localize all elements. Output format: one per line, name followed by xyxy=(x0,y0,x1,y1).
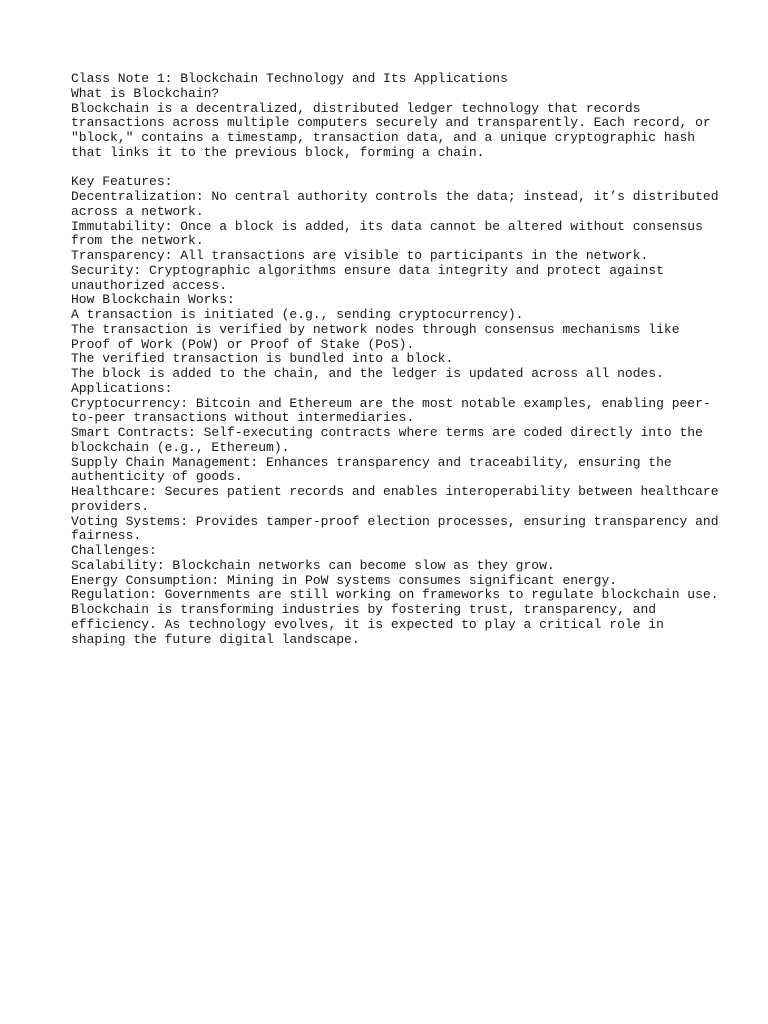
key-feature-line: unauthorized access. xyxy=(71,277,228,293)
application-line: to-peer transactions without intermediaries. xyxy=(71,410,415,426)
how-step-line: The block is added to the chain, and the ledger is updated across all nodes. xyxy=(71,366,664,381)
challenge-line: Scalability: Blockchain networks can become slow as they grow. xyxy=(71,557,555,573)
intro-line: transactions across multiple computers securely and transparently. Each record, or xyxy=(71,115,711,131)
document-title: Class Note 1: Blockchain Technology and Its Applications xyxy=(71,71,508,86)
key-feature-line: across a network. xyxy=(71,203,204,219)
key-feature-line: from the network. xyxy=(71,233,204,249)
application-line: Supply Chain Management: Enhances transparency and traceability, ensuring the xyxy=(71,454,672,470)
conclusion-line: Blockchain is transforming industries by fostering trust, transparency, and xyxy=(71,602,657,617)
how-step-line: Proof of Work (PoW) or Proof of Stake (PoS). xyxy=(71,336,415,352)
blank-line xyxy=(71,161,721,176)
conclusion-line: shaping the future digital landscape. xyxy=(71,631,360,647)
application-line: Cryptocurrency: Bitcoin and Ethereum are the most notable examples, enabling peer- xyxy=(71,395,711,411)
section-heading-challenges: Challenges: xyxy=(71,543,157,558)
section-heading-applications: Applications: xyxy=(71,380,173,396)
intro-line: "block," contains a timestamp, transaction data, and a unique cryptographic hash xyxy=(71,130,696,145)
application-line: authenticity of goods. xyxy=(71,469,243,485)
challenge-line: Energy Consumption: Mining in PoW systems consumes significant energy. xyxy=(71,572,618,588)
section-heading-how-blockchain-works: How Blockchain Works: xyxy=(71,292,235,308)
how-step-line: A transaction is initiated (e.g., sending cryptocurrency). xyxy=(71,307,524,322)
key-feature-line: Immutability: Once a block is added, its data cannot be altered without consensus xyxy=(71,218,703,234)
intro-line: that links it to the previous block, forming a chain. xyxy=(71,144,485,160)
section-heading-key-features: Key Features: xyxy=(71,174,173,190)
application-line: providers. xyxy=(71,498,150,514)
how-step-line: The verified transaction is bundled into a block. xyxy=(71,351,454,367)
section-heading-what-is-blockchain: What is Blockchain? xyxy=(71,85,220,101)
application-line: Smart Contracts: Self-executing contracts where terms are coded directly into the xyxy=(71,425,703,440)
application-line: fairness. xyxy=(71,528,142,544)
intro-line: Blockchain is a decentralized, distributed ledger technology that records xyxy=(71,100,641,116)
application-line: Healthcare: Secures patient records and enables interoperability between healthcare xyxy=(71,484,719,499)
application-line: blockchain (e.g., Ethereum). xyxy=(71,439,290,455)
challenge-line: Regulation: Governments are still working on frameworks to regulate blockchain use. xyxy=(71,587,719,603)
key-feature-line: Security: Cryptographic algorithms ensure data integrity and protect against xyxy=(71,262,664,278)
key-feature-line: Decentralization: No central authority controls the data; instead, it’s distributed xyxy=(71,189,719,204)
application-line: Voting Systems: Provides tamper-proof election processes, ensuring transparency and xyxy=(71,513,719,529)
how-step-line: The transaction is verified by network nodes through consensus mechanisms like xyxy=(71,321,680,337)
conclusion-line: efficiency. As technology evolves, it is expected to play a critical role in xyxy=(71,616,664,632)
key-feature-line: Transparency: All transactions are visible to participants in the network. xyxy=(71,248,649,263)
document-page xyxy=(71,72,721,647)
